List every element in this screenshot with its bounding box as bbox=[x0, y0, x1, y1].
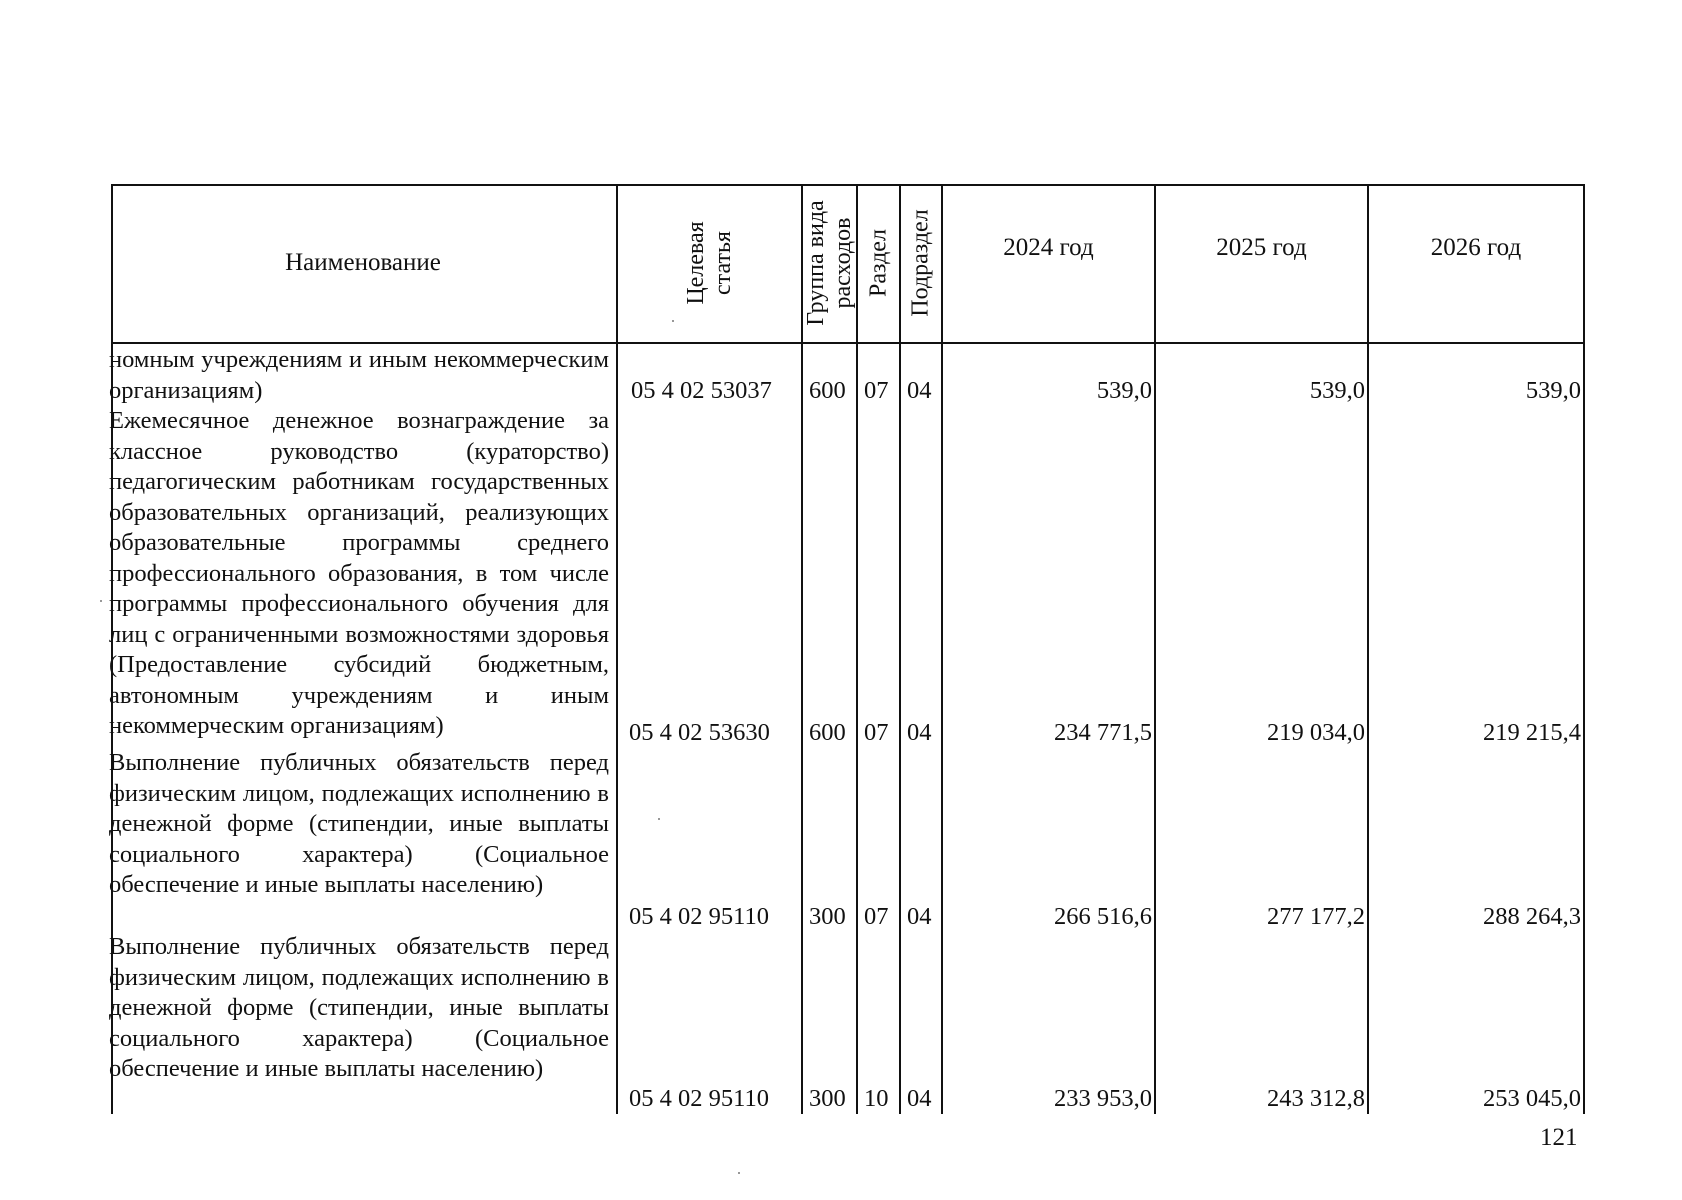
header-year-2025: 2025 год bbox=[1216, 234, 1307, 261]
budget-table bbox=[111, 184, 1585, 1114]
header-year-2024: 2024 год bbox=[1003, 234, 1094, 261]
row-1-subsection: 04 bbox=[907, 377, 932, 404]
col-divider bbox=[1154, 184, 1156, 1114]
row-3-name: Выполнение публичных обязательств перед физическим лицом, подлежащих исполнению в денежной форме (стипендии, иные выплаты социального характера) (Социальное обеспечение и иные выплаты населению) bbox=[109, 749, 609, 898]
row-1-2026: 539,0 bbox=[1525, 377, 1581, 404]
row-3-2025: 277 177,2 bbox=[1267, 903, 1365, 930]
row-3-subsection: 04 bbox=[907, 903, 932, 930]
header-bottom-border bbox=[111, 342, 1585, 344]
row-2-subsection: 04 bbox=[907, 719, 932, 746]
row-2-target: 05 4 02 53630 bbox=[629, 719, 770, 746]
row-3-target: 05 4 02 95110 bbox=[629, 903, 769, 930]
row-4-subsection: 04 bbox=[907, 1085, 932, 1112]
row-1-target: 05 4 02 53037 bbox=[631, 377, 772, 404]
row-4-2026: 253 045,0 bbox=[1483, 1085, 1581, 1112]
header-subsection: Подраздел bbox=[907, 209, 934, 317]
row-4-section: 10 bbox=[864, 1085, 889, 1112]
row-3-section: 07 bbox=[864, 903, 889, 930]
row-4-group: 300 bbox=[809, 1085, 846, 1112]
row-3-group: 300 bbox=[809, 903, 846, 930]
header-section: Раздел bbox=[865, 229, 891, 297]
row-4-2024: 233 953,0 bbox=[1054, 1085, 1152, 1112]
row-1-group: 600 bbox=[809, 377, 846, 404]
scan-speck bbox=[100, 600, 102, 602]
header-year-2026: 2026 год bbox=[1430, 234, 1522, 261]
row-2-2026: 219 215,4 bbox=[1483, 719, 1581, 746]
row-1-2025: 539,0 bbox=[1309, 377, 1365, 404]
row-3-2026: 288 264,3 bbox=[1483, 903, 1581, 930]
row-1-name: номным учреждениям и иным некоммерческим организациям) bbox=[109, 346, 609, 404]
header-subsection-cell bbox=[901, 184, 941, 342]
header-target-article-cell bbox=[618, 184, 801, 342]
header-expense-group-cell bbox=[803, 184, 856, 342]
row-2-2025: 219 034,0 bbox=[1267, 719, 1365, 746]
scan-speck bbox=[672, 320, 674, 322]
header-section-cell bbox=[858, 184, 899, 342]
scan-speck bbox=[658, 818, 660, 820]
header-name: Наименование bbox=[285, 249, 441, 276]
row-2-name: Ежемесячное денежное вознаграждение за классное руководство (кураторство) педагогическим работникам государственных образовательных организаций, реализующих образовательные программы среднего профессионального образования, в том числе программы профессионального обучения для лиц с ограниченными возможностями здоровья (Предоставление субсидий бюджетным, автономным учреждениям и иным некоммерческим организациям) bbox=[109, 407, 609, 739]
row-2-group: 600 bbox=[809, 719, 846, 746]
page-number: 121 bbox=[1540, 1124, 1578, 1151]
header-target-article: Целевая статья bbox=[682, 221, 736, 305]
header-expense-group: Группа вида расходов bbox=[803, 200, 856, 326]
table-right-border bbox=[1583, 184, 1585, 1114]
row-4-name: Выполнение публичных обязательств перед физическим лицом, подлежащих исполнению в денежной форме (стипендии, иные выплаты социального характера) (Социальное обеспечение и иные выплаты населению) bbox=[109, 933, 609, 1082]
row-1-section: 07 bbox=[864, 377, 889, 404]
row-2-2024: 234 771,5 bbox=[1054, 719, 1152, 746]
col-divider bbox=[941, 184, 943, 1114]
row-4-target: 05 4 02 95110 bbox=[629, 1085, 769, 1112]
row-3-2024: 266 516,6 bbox=[1054, 903, 1152, 930]
row-4-2025: 243 312,8 bbox=[1267, 1085, 1365, 1112]
col-divider bbox=[1367, 184, 1369, 1114]
row-2-section: 07 bbox=[864, 719, 889, 746]
scan-speck bbox=[738, 1172, 740, 1174]
row-1-2024: 539,0 bbox=[1096, 377, 1152, 404]
